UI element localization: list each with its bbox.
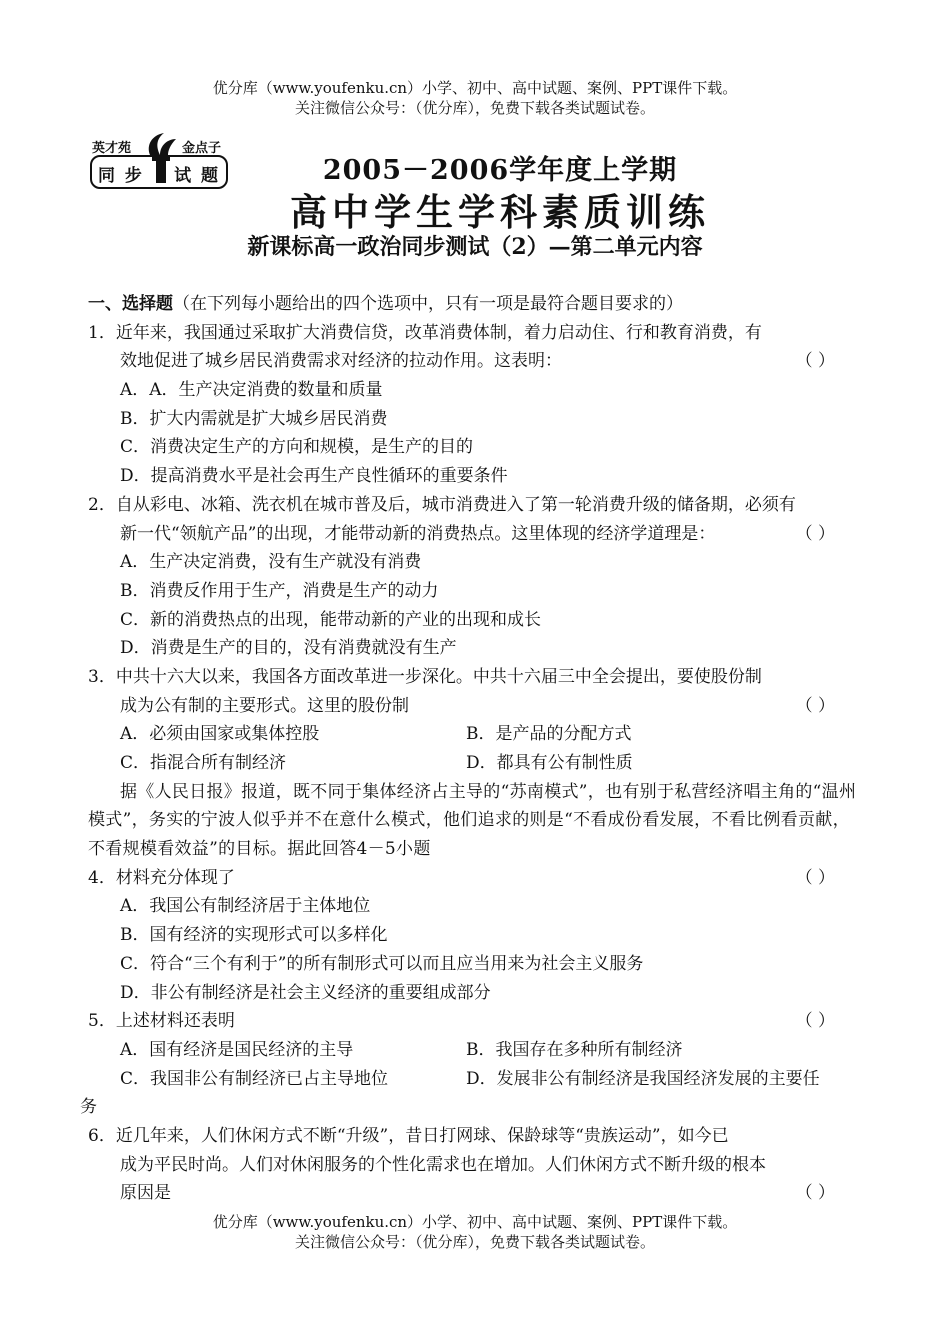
reading-material: 据《人民日报》报道，既不同于集体经济占主导的“苏南模式”，也有别于私营经济唱主角的“温州模式”，务实的宁波人似乎并不在意什么模式，他们追求的则是“不看成份看发展，不看比例看贡献，不看规模看效益”的目标。据此回答4－5小题: [88, 781, 857, 860]
footer-line-1: 优分库（www.youfenku.cn）小学、初中、高中试题、案例、PPT课件下载。: [212, 1213, 738, 1231]
q2-option-a: A．生产决定消费，没有生产就没有消费: [120, 552, 422, 573]
question-3-text: 成为公有制的主要形式。这里的股份制: [120, 695, 409, 716]
q5-options-cd: [88, 1065, 863, 1094]
question-1-line-2: [88, 347, 863, 376]
question-6-line-1: 6．近几年来，人们休闲方式不断“升级”，昔日打网球、保龄球等“贵族运动”，如今已: [88, 1125, 729, 1146]
question-6-line-3: [88, 1179, 863, 1208]
question-1-line-1: 1．近年来，我国通过采取扩大消费信贷，改革消费体制，着力启动住、行和教育消费，有: [88, 322, 762, 343]
q2-option-d: D．消费是生产的目的，没有消费就没有生产: [120, 638, 457, 659]
q4-option-b: B．国有经济的实现形式可以多样化: [120, 925, 388, 946]
question-6-text: 原因是: [120, 1183, 171, 1204]
year-title: 2005－2006学年度上学期: [322, 155, 678, 186]
footer-line-2: 关注微信公众号：（优分库），免费下载各类试题试卷。: [294, 1233, 655, 1251]
header-line-2: 关注微信公众号：（优分库），免费下载各类试题试卷。: [294, 99, 655, 117]
section-title: 一、选择题: [88, 294, 173, 314]
question-3-line-1: 3．中共十六大以来，我国各方面改革进一步深化。中共十六届三中全会提出，要使股份制: [88, 666, 762, 687]
answer-bracket: （ ）: [795, 695, 835, 716]
question-content: [80, 290, 863, 1208]
q3-option-c: C．指混合所有制经济: [120, 753, 287, 773]
answer-bracket: （ ）: [795, 523, 835, 544]
q3-options-cd: [88, 749, 863, 778]
logo-text-bottom-left: 同 步: [98, 166, 144, 186]
question-4-line-1: [88, 864, 863, 893]
q5-option-a: A．国有经济是国民经济的主导: [120, 1039, 354, 1060]
logo-text-top-right: 金点子: [182, 141, 222, 156]
question-2-text: 新一代“领航产品”的出现，才能带动新的消费热点。这里体现的经济学道理是：: [120, 523, 716, 544]
q1-option-a: A．A．生产决定消费的数量和质量: [120, 380, 383, 401]
question-5-text: 5．上述材料还表明: [88, 1011, 235, 1032]
answer-bracket: （ ）: [795, 867, 835, 888]
question-5-line-1: [88, 1007, 863, 1036]
q4-option-a: A．我国公有制经济居于主体地位: [120, 896, 371, 917]
q4-option-d: D．非公有制经济是社会主义经济的重要组成部分: [120, 982, 491, 1003]
answer-bracket: （ ）: [795, 1011, 835, 1032]
q3-option-d: D．都具有公有制性质: [466, 753, 633, 773]
q2-option-b: B．消费反作用于生产，消费是生产的动力: [120, 580, 439, 601]
page-header: [0, 78, 950, 118]
q3-options-ab: [88, 720, 863, 749]
q2-option-c: C．新的消费热点的出现，能带动新的产业的出现和成长: [120, 609, 542, 630]
q3-option-a: A．必须由国家或集体控股: [120, 724, 320, 745]
q1-option-c: C．消费决定生产的方向和规模，是生产的目的: [120, 437, 474, 458]
q1-option-d: D．提高消费水平是社会再生产良性循环的重要条件: [120, 466, 508, 487]
logo-text-bottom-right: 试 题: [174, 166, 220, 186]
logo-text-top-left: 英才苑: [92, 141, 132, 156]
q5-option-d: D．发展非公有制经济是我国经济发展的主要任: [466, 1068, 820, 1089]
section-note: （在下列每小题给出的四个选项中，只有一项是最符合题目要求的）: [173, 294, 683, 314]
q5-option-b: B．我国存在多种所有制经济: [466, 1039, 683, 1060]
question-6-line-2: 成为平民时尚。人们对休闲服务的个性化需求也在增加。人们休闲方式不断升级的根本: [120, 1154, 766, 1175]
q1-option-b: B．扩大内需就是扩大城乡居民消费: [120, 408, 388, 429]
question-4-text: 4．材料充分体现了: [88, 867, 235, 888]
q4-option-c: C．符合“三个有利于”的所有制形式可以而且应当用来为社会主义服务: [120, 953, 644, 974]
section-heading: [88, 290, 863, 319]
question-2-line-2: [88, 520, 863, 549]
question-1-text: 效地促进了城乡居民消费需求对经济的拉动作用。这表明：: [120, 351, 562, 372]
header-line-1: 优分库（www.youfenku.cn）小学、初中、高中试题、案例、PPT课件下载。: [212, 79, 738, 97]
q3-option-b: B．是产品的分配方式: [466, 724, 632, 745]
page-footer: [0, 1212, 950, 1252]
question-3-line-2: [88, 692, 863, 721]
question-2-line-1: 2．自从彩电、冰箱、洗衣机在城市普及后，城市消费进入了第一轮消费升级的储备期，必须有: [88, 494, 796, 515]
answer-bracket: （ ）: [795, 351, 835, 372]
main-title: 高中学生学科素质训练: [290, 190, 710, 234]
q5-options-ab: [88, 1036, 863, 1065]
sub-title: 新课标高一政治同步测试（2）—第二单元内容: [247, 234, 703, 260]
answer-bracket: （ ）: [795, 1183, 835, 1204]
q5-option-c: C．我国非公有制经济已占主导地位: [120, 1068, 389, 1089]
q5-option-d-continued: 务: [80, 1097, 97, 1118]
